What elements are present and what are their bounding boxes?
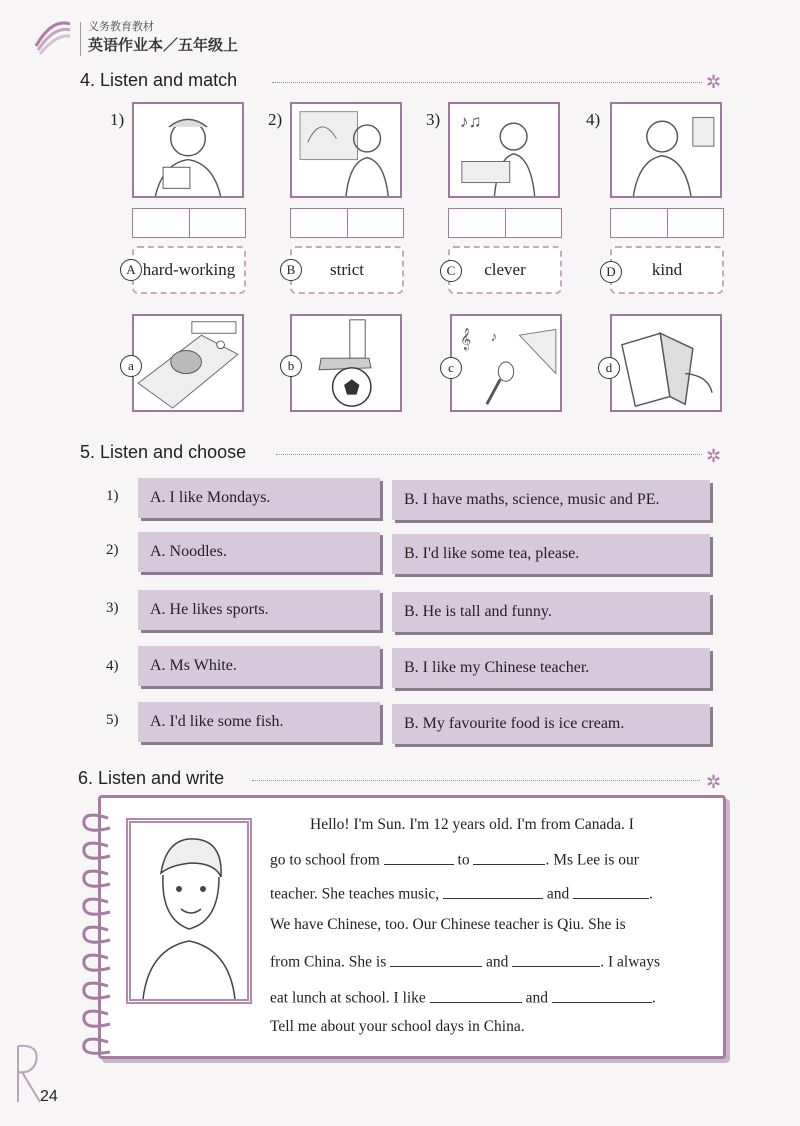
blank-field[interactable] xyxy=(384,848,454,865)
word-label: hard-working xyxy=(142,260,236,279)
passage-line-5 xyxy=(270,950,660,972)
row-number: 2) xyxy=(106,542,119,558)
blank-field[interactable] xyxy=(552,986,652,1003)
header-title: 英语作业本／五年级上 xyxy=(88,36,239,54)
passage-line-4: We have Chinese, too. Our Chinese teacher is Qiu. She is xyxy=(270,916,626,933)
picture-teacher-board xyxy=(290,102,402,198)
blank-field[interactable] xyxy=(443,882,543,899)
star-icon: ✲ xyxy=(706,772,722,793)
option-a[interactable]: A. I like Mondays. xyxy=(138,478,380,518)
answer-box-2[interactable] xyxy=(290,208,404,238)
passage-text: and xyxy=(486,953,509,971)
passage-text: eat lunch at school. I like xyxy=(270,989,426,1007)
section5-dotted-rule xyxy=(276,454,702,455)
letter-circle: D xyxy=(600,261,622,283)
word-label: clever xyxy=(484,260,526,279)
section4-dotted-rule xyxy=(272,82,702,83)
option-b[interactable]: B. I have maths, science, music and PE. xyxy=(392,480,710,520)
passage-text: to xyxy=(457,851,470,869)
passage-line-6 xyxy=(270,986,656,1008)
picture-music-teacher xyxy=(448,102,560,198)
svg-text:♪♫: ♪♫ xyxy=(459,112,482,131)
option-a[interactable]: A. I'd like some fish. xyxy=(138,702,380,742)
page-number: 24 xyxy=(40,1088,58,1105)
picture-singing xyxy=(450,314,562,412)
word-label: strict xyxy=(330,260,364,279)
section4-title: 4. Listen and match xyxy=(80,70,238,90)
word-label: kind xyxy=(651,260,683,279)
picture-football xyxy=(290,314,402,412)
section5-title: 5. Listen and choose xyxy=(80,442,247,462)
answer-box-1[interactable] xyxy=(132,208,246,238)
letter-circle: b xyxy=(280,355,302,377)
passage-text: from China. She is xyxy=(270,953,387,971)
passage-line-2 xyxy=(270,848,639,870)
option-b[interactable]: B. I like my Chinese teacher. xyxy=(392,648,710,688)
passage-text: go to school from xyxy=(270,851,380,869)
section6-dotted-rule xyxy=(252,780,700,781)
passage-text: . xyxy=(651,989,656,1007)
item-number: 2) xyxy=(268,110,283,129)
passage-text: and xyxy=(546,885,570,903)
publisher-logo-icon xyxy=(32,16,74,58)
word-option-a xyxy=(132,246,246,294)
letter-circle: A xyxy=(120,259,142,281)
word-option-b xyxy=(290,246,404,294)
row-number: 3) xyxy=(106,600,119,616)
passage-text: . Ms Lee is our xyxy=(545,851,639,869)
passage-line-7: Tell me about your school days in China. xyxy=(270,1018,525,1035)
star-icon: ✲ xyxy=(706,446,722,467)
word-option-c xyxy=(448,246,562,294)
picture-reading-book xyxy=(610,314,722,412)
passage-line-3 xyxy=(270,882,653,904)
svg-text:♪: ♪ xyxy=(490,328,498,344)
item-number: 3) xyxy=(426,110,441,129)
blank-field[interactable] xyxy=(390,950,482,967)
option-b[interactable]: B. I'd like some tea, please. xyxy=(392,534,710,574)
letter-circle: a xyxy=(120,355,142,377)
picture-coach xyxy=(132,102,244,198)
blank-field[interactable] xyxy=(512,950,600,967)
svg-text:𝄞: 𝄞 xyxy=(459,328,472,350)
passage-line-1: Hello! I'm Sun. I'm 12 years old. I'm from Canada. I xyxy=(310,816,634,833)
word-option-d xyxy=(610,246,724,294)
answer-box-3[interactable] xyxy=(448,208,562,238)
section6-title: 6. Listen and write xyxy=(78,768,225,788)
letter-circle: c xyxy=(440,357,462,379)
header-series: 义务教育教材 xyxy=(88,20,154,33)
passage-text: . I always xyxy=(600,953,661,971)
item-number: 1) xyxy=(110,110,125,129)
passage-text: and xyxy=(525,989,548,1007)
option-a[interactable]: A. Ms White. xyxy=(138,646,380,686)
answer-box-4[interactable] xyxy=(610,208,724,238)
spiral-binding-icon xyxy=(76,806,118,1056)
row-number: 4) xyxy=(106,658,119,674)
letter-circle: C xyxy=(440,260,462,282)
blank-field[interactable] xyxy=(473,848,545,865)
header-divider xyxy=(80,22,81,56)
option-b[interactable]: B. He is tall and funny. xyxy=(392,592,710,632)
letter-circle: d xyxy=(598,357,620,379)
option-a[interactable]: A. Noodles. xyxy=(138,532,380,572)
passage-text: . xyxy=(649,885,654,903)
item-number: 4) xyxy=(586,110,601,129)
picture-smiling-teacher xyxy=(610,102,722,198)
row-number: 1) xyxy=(106,488,119,504)
letter-circle: B xyxy=(280,259,302,281)
blank-field[interactable] xyxy=(430,986,522,1003)
portrait-frame xyxy=(126,818,252,1004)
row-number: 5) xyxy=(106,712,119,728)
picture-ping-pong xyxy=(132,314,244,412)
passage-text: teacher. She teaches music, xyxy=(270,885,440,903)
star-icon: ✲ xyxy=(706,72,722,93)
boy-portrait-icon xyxy=(131,823,247,999)
option-a[interactable]: A. He likes sports. xyxy=(138,590,380,630)
blank-field[interactable] xyxy=(573,882,649,899)
option-b[interactable]: B. My favourite food is ice cream. xyxy=(392,704,710,744)
